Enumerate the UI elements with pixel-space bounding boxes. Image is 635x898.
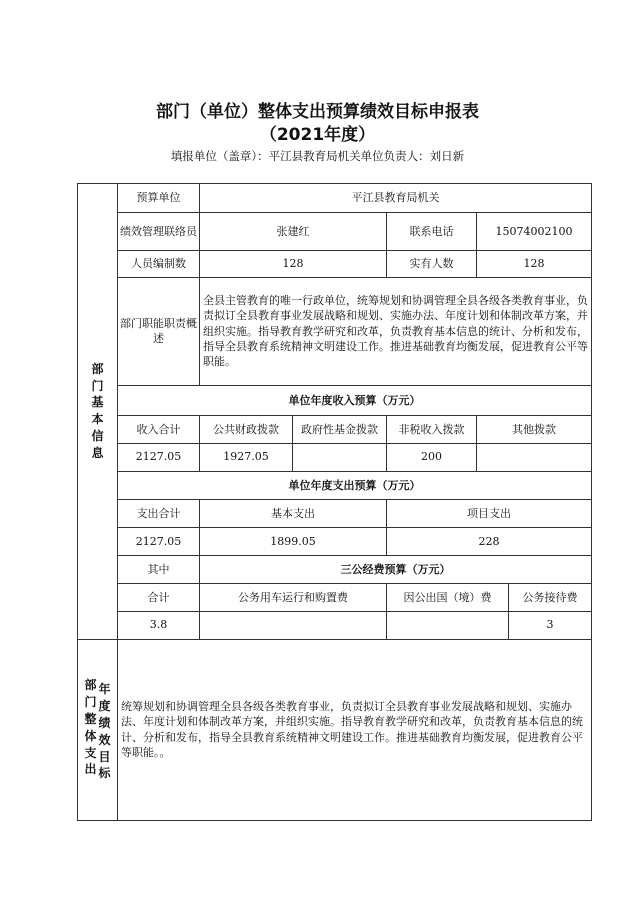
budget-table bbox=[77, 183, 592, 821]
duties-text: 全县主管教育的唯一行政单位，统筹规划和协调管理全县各级各类教育事业，负责拟订全县教育事业发展战略和规划、实施办法、年度计划和体制改革方案，并组织实施。指导教育教学研究和改革，负责教育基本信息的统计、分析和发布，指导全县教育系统精神文明建设工作。推进基础教育均衡发展，促进教育公平等职能。 bbox=[200, 277, 592, 385]
income-header: 公共财政拨款 bbox=[200, 415, 293, 443]
income-header: 政府性基金拨款 bbox=[293, 415, 387, 443]
vertical-char: 标 bbox=[98, 766, 111, 781]
section-basic-info-label bbox=[78, 184, 118, 640]
section-goal-text-2 bbox=[99, 677, 111, 782]
income-value: 2127.05 bbox=[118, 443, 200, 471]
expense-heading: 单位年度支出预算（万元） bbox=[118, 471, 592, 500]
form-title: 部门（单位）整体支出预算绩效目标申报表 bbox=[156, 102, 479, 122]
form-year: （2021年度） bbox=[259, 125, 376, 145]
vertical-char: 门 bbox=[91, 378, 104, 393]
vertical-char: 效 bbox=[98, 732, 111, 747]
vertical-char: 部 bbox=[91, 361, 104, 376]
annual-goal-text: 统筹规划和协调管理全县各级各类教育事业，负责拟订全县教育事业发展战略和规划、实施办法、年度计划和体制改革方案，并组织实施。指导教育教学研究和改革，负责教育基本信息的统计、分析和发布，指导全县教育系统精神文明建设工作。推进基础教育均衡发展，促进教育公平等职能。。 bbox=[118, 639, 592, 820]
staff-quota-label: 人员编制数 bbox=[118, 250, 200, 277]
vertical-char: 出 bbox=[84, 762, 97, 777]
income-value bbox=[293, 443, 387, 471]
three-public-heading: 三公经费预算（万元） bbox=[200, 556, 592, 584]
three-public-header: 合计 bbox=[118, 583, 200, 611]
duties-label: 部门职能职责概述 bbox=[118, 277, 200, 385]
manager-label: 绩效管理联络员 bbox=[118, 212, 200, 250]
vertical-char: 目 bbox=[98, 749, 111, 764]
income-header: 非税收入拨款 bbox=[387, 415, 477, 443]
three-public-value bbox=[200, 611, 387, 639]
vertical-char: 年 bbox=[98, 682, 111, 697]
vertical-char: 绩 bbox=[98, 715, 111, 730]
expense-header: 基本支出 bbox=[200, 500, 387, 528]
section-basic-info-text bbox=[80, 361, 115, 462]
section-goal-text-1 bbox=[84, 677, 96, 782]
actual-staff-value: 128 bbox=[477, 250, 592, 277]
actual-staff-label: 实有人数 bbox=[387, 250, 477, 277]
expense-header: 项目支出 bbox=[387, 500, 592, 528]
vertical-char: 部 bbox=[84, 678, 97, 693]
vertical-char: 息 bbox=[91, 445, 104, 460]
vertical-char: 本 bbox=[91, 412, 104, 427]
expense-header: 支出合计 bbox=[118, 500, 200, 528]
vertical-char: 体 bbox=[84, 728, 97, 743]
income-value bbox=[477, 443, 592, 471]
manager-value: 张建红 bbox=[200, 212, 387, 250]
vertical-char: 门 bbox=[84, 695, 97, 710]
vertical-char: 基 bbox=[91, 395, 104, 410]
staff-quota-value: 128 bbox=[200, 250, 387, 277]
income-value: 200 bbox=[387, 443, 477, 471]
vertical-char: 信 bbox=[91, 429, 104, 444]
vertical-char: 支 bbox=[84, 745, 97, 760]
vertical-char: 整 bbox=[84, 711, 97, 726]
three-public-value: 3 bbox=[509, 611, 592, 639]
income-header: 收入合计 bbox=[118, 415, 200, 443]
three-public-prefix: 其中 bbox=[118, 556, 200, 584]
phone-label: 联系电话 bbox=[387, 212, 477, 250]
phone-value: 15074002100 bbox=[477, 212, 592, 250]
three-public-value bbox=[387, 611, 509, 639]
three-public-header: 公务用车运行和购置费 bbox=[200, 583, 387, 611]
income-value: 1927.05 bbox=[200, 443, 293, 471]
three-public-value: 3.8 bbox=[118, 611, 200, 639]
budget-unit-value: 平江县教育局机关 bbox=[200, 184, 592, 213]
three-public-header: 因公出国（境）费 bbox=[387, 583, 509, 611]
three-public-header: 公务接待费 bbox=[509, 583, 592, 611]
budget-unit-label: 预算单位 bbox=[118, 184, 200, 213]
income-heading: 单位年度收入预算（万元） bbox=[118, 386, 592, 416]
filler-info: 填报单位（盖章）：平江县教育局机关单位负责人：刘日新 bbox=[170, 149, 465, 163]
expense-value: 228 bbox=[387, 528, 592, 556]
vertical-char: 度 bbox=[98, 699, 111, 714]
section-goal-label bbox=[78, 639, 118, 820]
expense-value: 2127.05 bbox=[118, 528, 200, 556]
income-header: 其他拨款 bbox=[477, 415, 592, 443]
expense-value: 1899.05 bbox=[200, 528, 387, 556]
